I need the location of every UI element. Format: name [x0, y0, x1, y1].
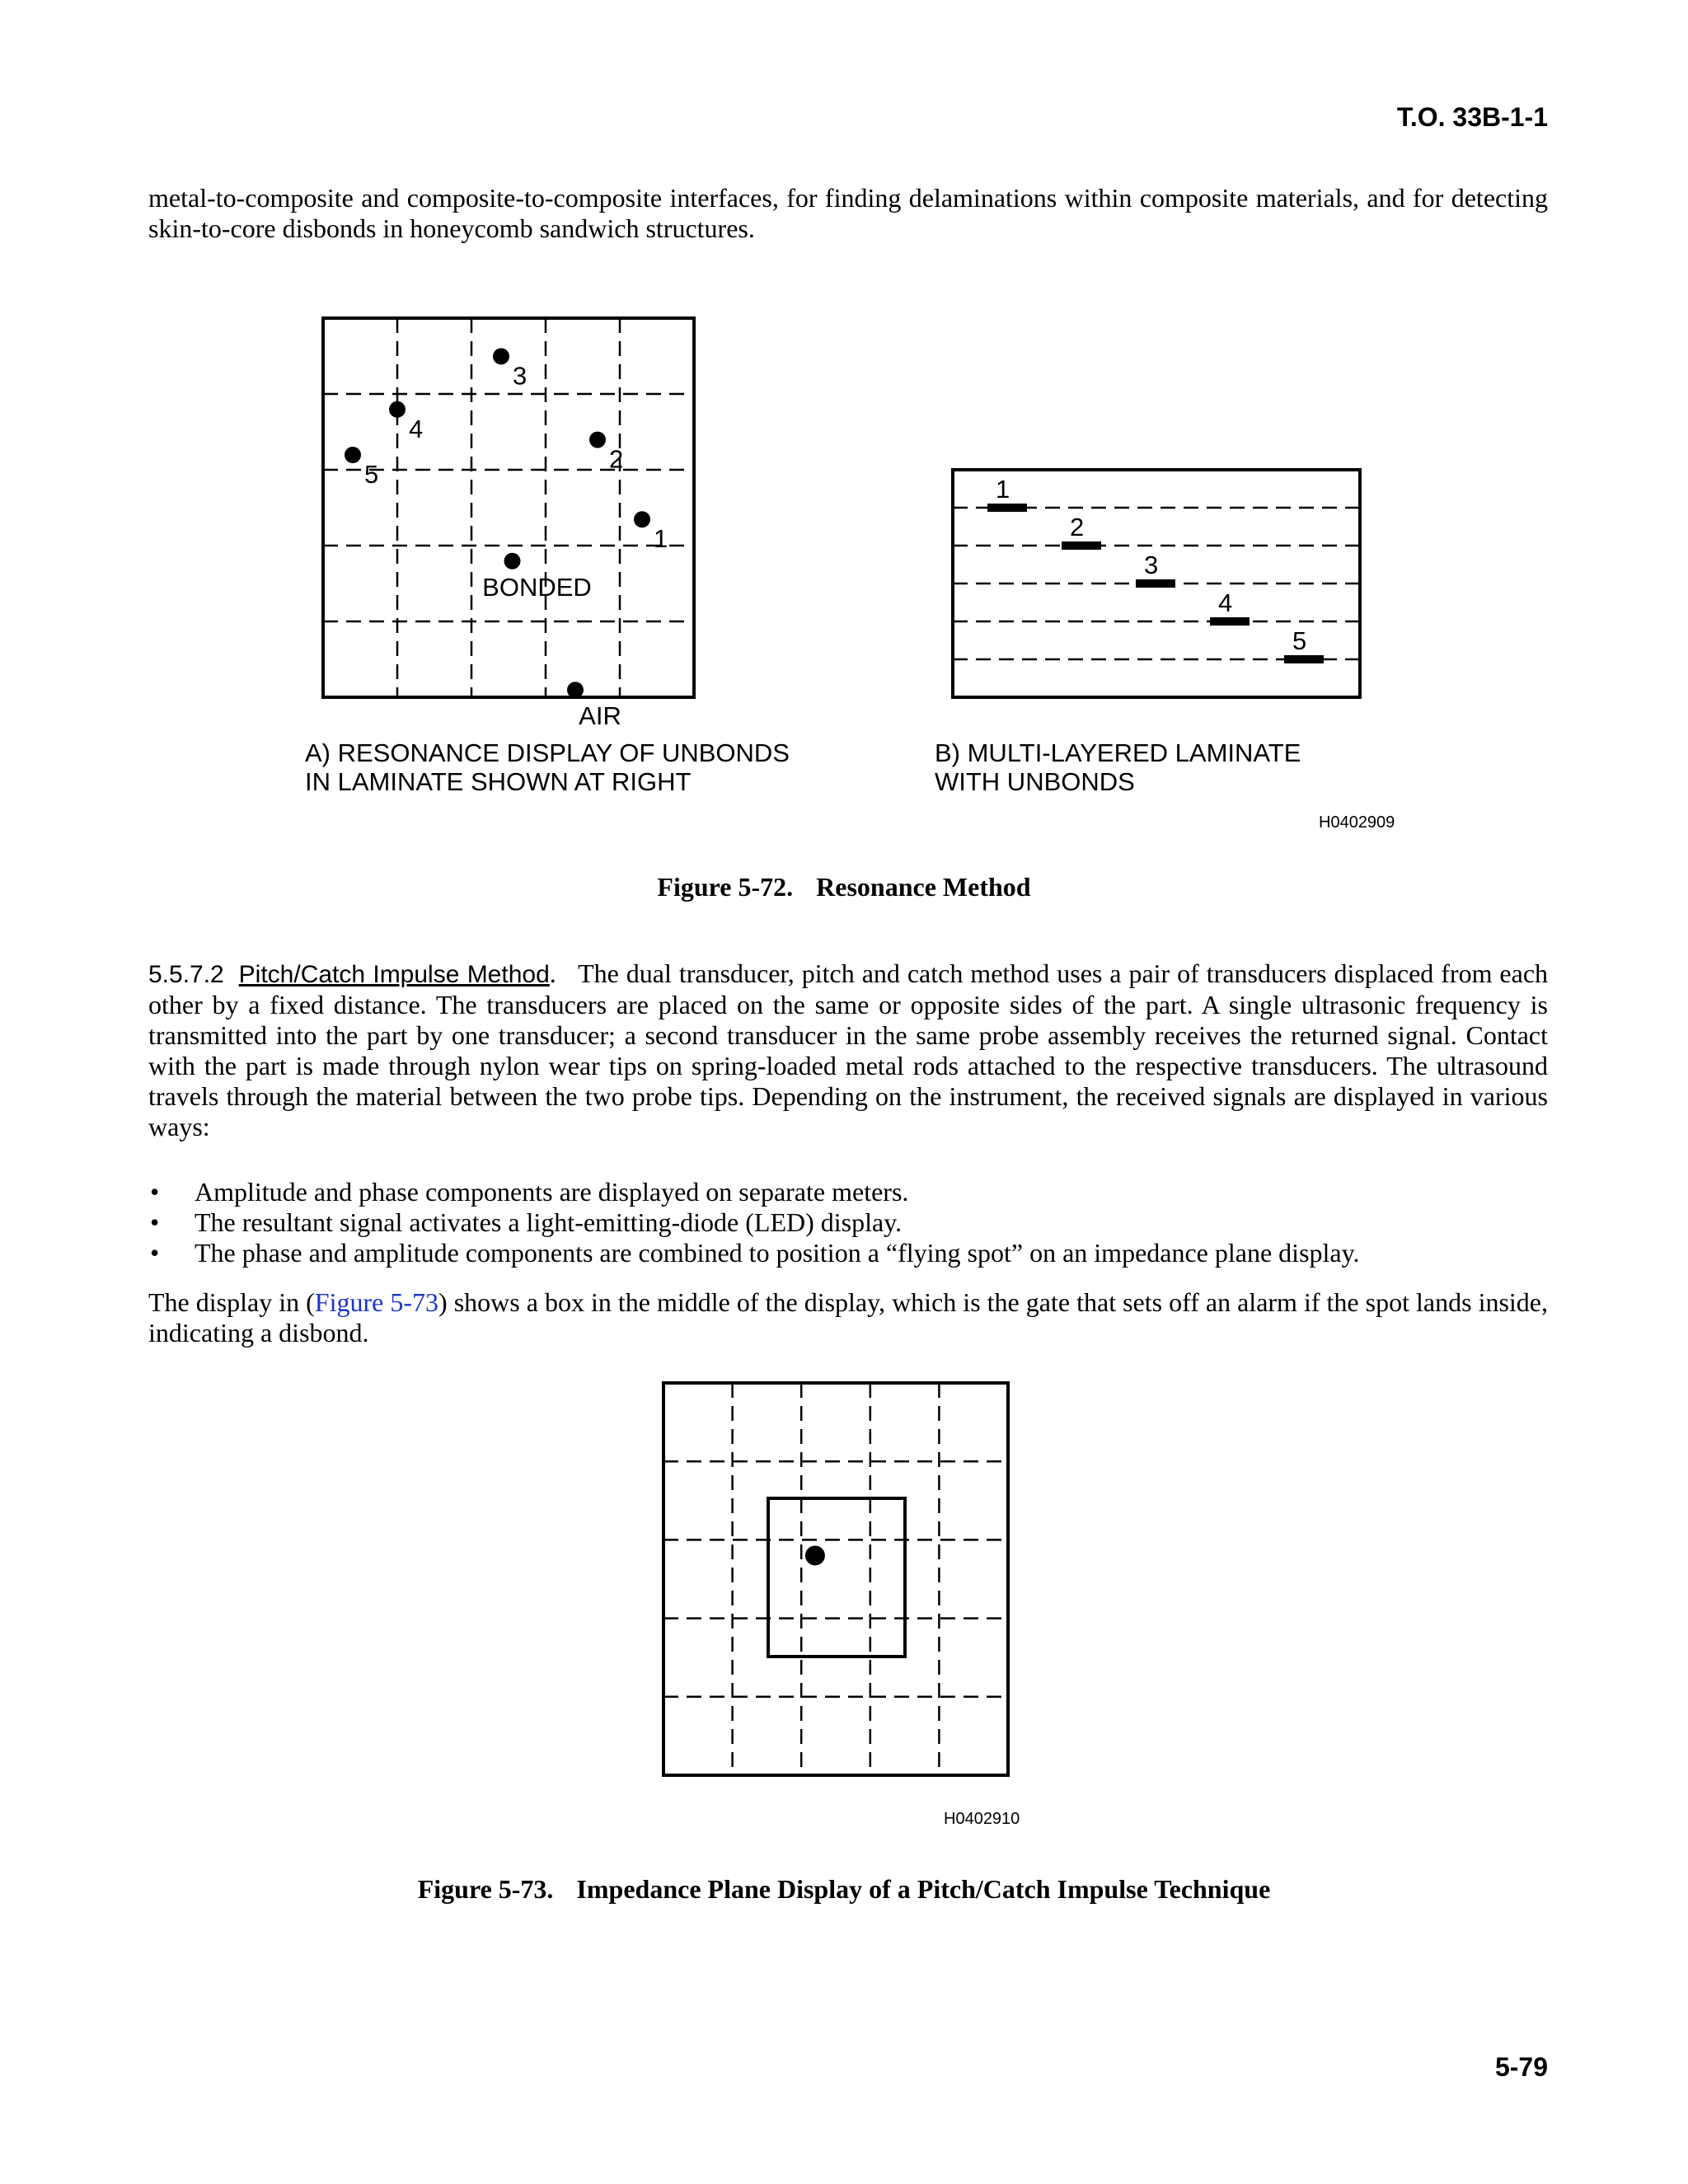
intro-paragraph: metal-to-composite and composite-to-composite interfaces, for finding delaminations within composite materials, and for detecting skin-to-core disbonds in honeycomb sandwich structures. [148, 183, 1548, 243]
resonance-point-1 [634, 511, 650, 527]
list-item: • The resultant signal activates a light-emitting-diode (LED) display. [150, 1207, 903, 1237]
figure-73-caption [0, 1874, 1688, 1905]
resonance-point-5 [345, 447, 361, 463]
alarm-gate-box [768, 1498, 905, 1657]
resonance-point-label: 2 [609, 444, 624, 474]
section-paragraph: 5.5.7.2 Pitch/Catch Impulse Method. The dual transducer, pitch and catch method uses a pair of transducers displaced from each other by a fixed distance. The transducers are placed on the same or opposite sides of the part. A single ultrasonic frequency is transmitted into the part by one transducer; a second transducer in the same probe assembly receives the returned signal. Contact with the part is made through nylon wear tips on spring-loaded metal rods attached to the respective transducers. The ultrasound travels through the material between the two probe tips. Depending on the instrument, the received signals are displayed in various ways: [148, 958, 1549, 1141]
laminate-panel [953, 470, 1360, 697]
unbond-bar-2 [1062, 541, 1101, 550]
resonance-point-label: 1 [654, 524, 668, 554]
figure-72-title: Resonance Method [816, 872, 1031, 902]
unbond-bar-3 [1136, 579, 1175, 588]
section-body: The dual transducer, pitch and catch method uses a pair of transducers displaced from each other by a fixed distance. The transducers are placed on the same or opposite sides of the part. A single ultrasonic frequency is transmitted into the part by one transducer; a second transducer in the same probe assembly receives the returned signal. Contact with the part is made through nylon wear tips on spring-loaded metal rods attached to the respective transducers. The ultrasound travels through the material between the two probe tips. Depending on the instrument, the received signals are displayed in various ways: [148, 958, 1549, 1141]
unbond-bar-1 [987, 504, 1027, 512]
figure-5-73-link[interactable]: Figure 5-73 [314, 1287, 439, 1317]
panel-b-caption-line2: WITH UNBONDS [935, 767, 1135, 796]
figure-5-72 [0, 0, 1688, 907]
bullet-list [148, 1177, 1548, 1268]
resonance-point-6 [504, 553, 521, 569]
section-title: Pitch/Catch Impulse Method [238, 961, 550, 988]
figure-72-caption [0, 872, 1688, 902]
unbond-label: 2 [1070, 513, 1085, 541]
resonance-point-7 [567, 682, 584, 698]
unbond-bar-5 [1284, 655, 1324, 663]
panel-a-caption-line2: IN LAMINATE SHOWN AT RIGHT [305, 767, 692, 796]
page-number: 5-79 [1494, 2052, 1548, 2082]
resonance-point-4 [389, 401, 406, 418]
resonance-display-panel [323, 318, 694, 730]
resonance-point-label: AIR [579, 701, 621, 731]
list-item: • The phase and amplitude components are combined to position a “flying spot” on an impedance plane display. [150, 1238, 1360, 1268]
resonance-point-label: BONDED [482, 572, 592, 602]
figure-73-number: Figure 5-73. [417, 1874, 554, 1904]
resonance-point-2 [589, 432, 606, 448]
resonance-point-3 [493, 348, 509, 364]
resonance-point-label: 5 [364, 460, 379, 489]
impedance-display-frame [663, 1383, 1008, 1775]
flying-spot [805, 1545, 825, 1565]
unbond-label: 1 [996, 475, 1010, 504]
resonance-point-label: 4 [409, 414, 424, 443]
resonance-point-label: 3 [513, 361, 528, 391]
panel-b-caption-line1: B) MULTI-LAYERED LAMINATE [935, 738, 1301, 767]
figure-5-73 [0, 1360, 1688, 1854]
panel-a-caption-line1: A) RESONANCE DISPLAY OF UNBONDS [305, 738, 790, 767]
document-id: T.O. 33B-1-1 [1396, 102, 1548, 132]
list-item: • Amplitude and phase components are displayed on separate meters. [150, 1177, 909, 1207]
figure-73-title: Impedance Plane Display of a Pitch/Catch Impulse Technique [576, 1874, 1271, 1904]
figure-72-number: Figure 5-72. [657, 872, 794, 902]
figure-73-code: H0402910 [944, 1810, 1020, 1828]
section-number: 5.5.7.2 [148, 961, 224, 988]
display-paragraph: The display in (Figure 5-73) shows a box in the middle of the display, which is the gate that sets off an alarm if the spot lands inside, indicating a disbond. [148, 1287, 1549, 1347]
unbond-bar-4 [1210, 617, 1250, 626]
unbond-label: 5 [1292, 626, 1307, 655]
unbond-label: 4 [1218, 588, 1233, 617]
unbond-label: 3 [1144, 551, 1159, 579]
figure-72-code: H0402909 [1319, 813, 1395, 832]
